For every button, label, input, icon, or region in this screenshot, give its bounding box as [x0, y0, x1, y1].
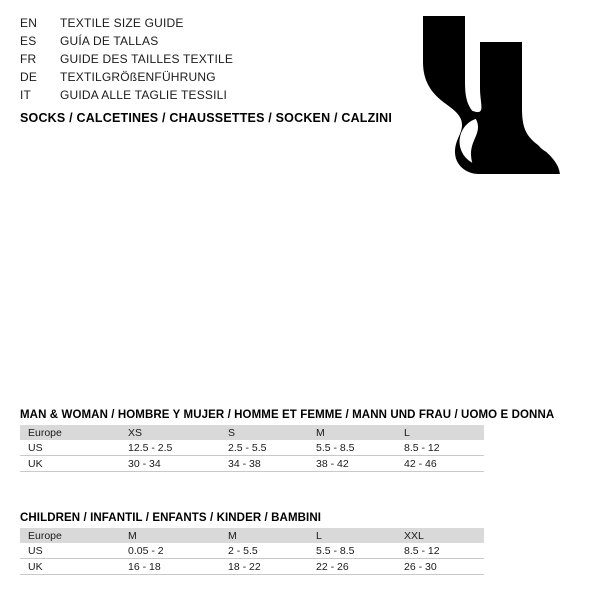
language-code: FR — [20, 52, 37, 66]
language-title: TEXTILE SIZE GUIDE — [60, 16, 184, 30]
language-row-de — [20, 70, 380, 88]
column-header: M — [308, 425, 396, 440]
row-label: US — [20, 440, 120, 456]
row-label: UK — [20, 559, 120, 575]
table-cell: 26 - 30 — [396, 559, 484, 575]
table-cell: 16 - 18 — [120, 559, 220, 575]
table-cell: 38 - 42 — [308, 456, 396, 472]
language-title: TEXTILGRÖßENFÜHRUNG — [60, 70, 216, 84]
column-header: L — [308, 528, 396, 543]
table-row — [20, 456, 484, 472]
children-size-table-block — [20, 512, 484, 575]
children-table-title: CHILDREN / INFANTIL / ENFANTS / KINDER / BAMBINI — [20, 512, 322, 524]
table-cell: 30 - 34 — [120, 456, 220, 472]
table-cell: 22 - 26 — [308, 559, 396, 575]
language-list — [20, 16, 380, 106]
language-row-it — [20, 88, 380, 106]
table-cell: 2 - 5.5 — [220, 543, 308, 559]
language-row-fr — [20, 52, 380, 70]
column-header: S — [220, 425, 308, 440]
table-cell: 8.5 - 12 — [396, 440, 484, 456]
language-title: GUÍA DE TALLAS — [60, 34, 159, 48]
table-cell: 8.5 - 12 — [396, 543, 484, 559]
table-header-row — [20, 425, 484, 440]
adults-table-title: MAN & WOMAN / HOMBRE Y MUJER / HOMME ET FEMME / MANN UND FRAU / UOMO E DONNA — [20, 409, 555, 421]
column-header: M — [120, 528, 220, 543]
table-cell: 12.5 - 2.5 — [120, 440, 220, 456]
table-row — [20, 559, 484, 575]
adults-size-table-block — [20, 409, 555, 472]
column-header: XS — [120, 425, 220, 440]
row-label: UK — [20, 456, 120, 472]
table-cell: 0.05 - 2 — [120, 543, 220, 559]
column-header: XXL — [396, 528, 484, 543]
table-header-row — [20, 528, 484, 543]
column-header: M — [220, 528, 308, 543]
table-cell: 18 - 22 — [220, 559, 308, 575]
column-header: L — [396, 425, 484, 440]
language-row-en — [20, 16, 380, 34]
table-cell: 42 - 46 — [396, 456, 484, 472]
table-row — [20, 440, 484, 456]
language-title: GUIDE DES TAILLES TEXTILE — [60, 52, 234, 66]
language-code: EN — [20, 16, 38, 30]
language-code: IT — [20, 88, 32, 102]
product-category-line: SOCKS / CALCETINES / CHAUSSETTES / SOCKEN / CALZINI — [20, 111, 393, 125]
table-cell: 5.5 - 8.5 — [308, 543, 396, 559]
table-cell: 34 - 38 — [220, 456, 308, 472]
column-header: Europe — [20, 425, 120, 440]
language-title: GUIDA ALLE TAGLIE TESSILI — [60, 88, 228, 102]
children-size-table — [20, 528, 484, 575]
column-header: Europe — [20, 528, 120, 543]
language-code: DE — [20, 70, 38, 84]
table-cell: 5.5 - 8.5 — [308, 440, 396, 456]
language-code: ES — [20, 34, 37, 48]
language-row-es — [20, 34, 380, 52]
socks-icon — [405, 14, 570, 174]
table-row — [20, 543, 484, 559]
adults-size-table — [20, 425, 484, 472]
table-cell: 2.5 - 5.5 — [220, 440, 308, 456]
row-label: US — [20, 543, 120, 559]
